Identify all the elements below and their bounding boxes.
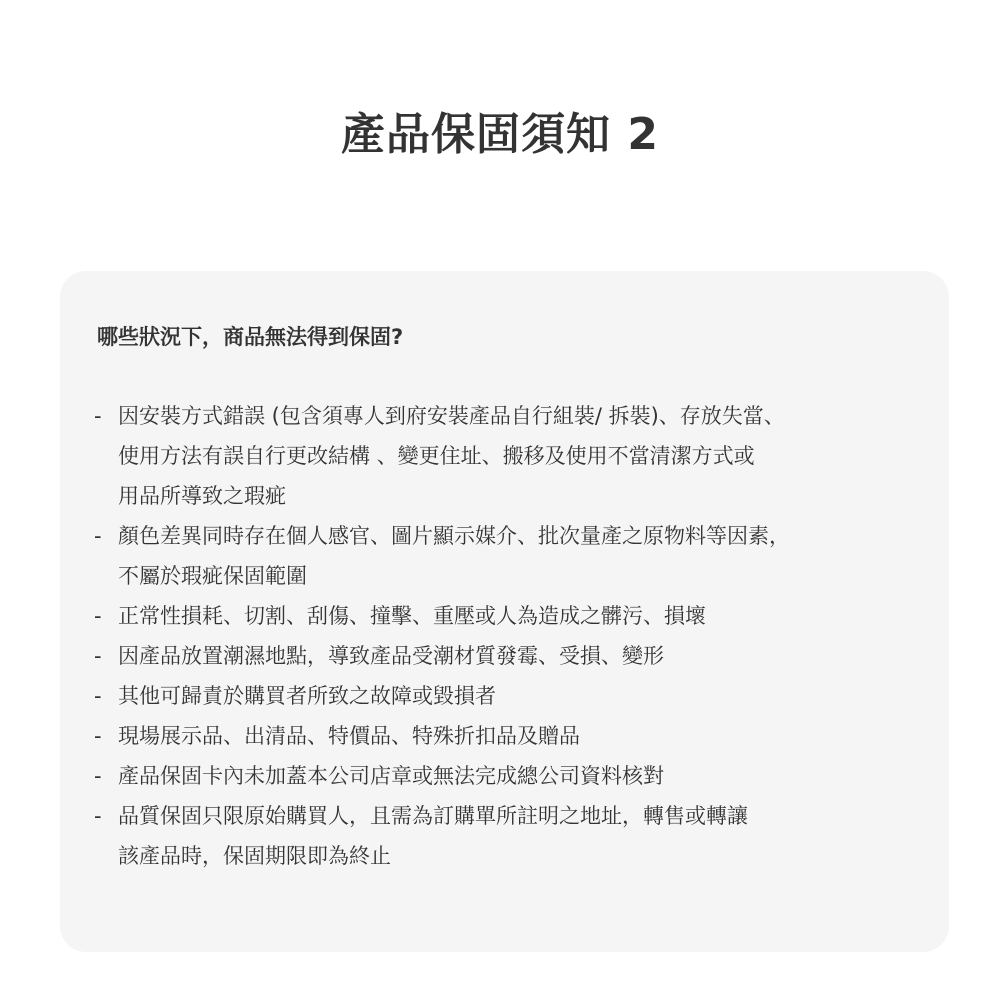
list-item-line: 現場展示品、出清品、特價品、特殊折扣品及贈品 <box>118 724 580 748</box>
list-item-line: 用品所導致之瑕疵 <box>118 484 286 508</box>
list-item <box>94 636 914 676</box>
list-item-text <box>118 596 914 636</box>
list-item-line: 正常性損耗、切割、刮傷、撞擊、重壓或人為造成之髒污、損壞 <box>118 604 706 628</box>
list-item-line: 產品保固卡內未加蓋本公司店章或無法完成總公司資料核對 <box>118 764 664 788</box>
list-item <box>94 596 914 636</box>
section-heading: 哪些狀況下，商品無法得到保固? <box>97 325 404 349</box>
list-item-line: 顏色差異同時存在個人感官、圖片顯示媒介、批次量產之原物料等因素， <box>118 524 790 548</box>
list-item-text <box>118 516 914 596</box>
list-item-line: 不屬於瑕疵保固範圍 <box>118 564 307 588</box>
list-item <box>94 516 914 596</box>
bullet-dash: - <box>94 684 102 708</box>
bullet-dash: - <box>94 764 102 788</box>
page-title: 產品保固須知 2 <box>341 109 659 160</box>
list-item-text <box>118 396 914 516</box>
list-item-text <box>118 756 914 796</box>
list-item <box>94 756 914 796</box>
list-item-line: 該產品時，保固期限即為終止 <box>118 844 391 868</box>
list-item-line: 因產品放置潮濕地點，導致產品受潮材質發霉、受損、變形 <box>118 644 664 668</box>
bullet-dash: - <box>94 644 102 668</box>
list-item-text <box>118 676 914 716</box>
list-item <box>94 396 914 516</box>
list-item-line: 其他可歸責於購買者所致之故障或毀損者 <box>118 684 496 708</box>
bullet-dash: - <box>94 724 102 748</box>
exclusion-list <box>94 396 914 876</box>
list-item <box>94 716 914 756</box>
list-item-line: 因安裝方式錯誤 (包含須專人到府安裝產品自行組裝/ 拆裝)、存放失當、 <box>118 404 785 428</box>
list-item-text <box>118 636 914 676</box>
bullet-dash: - <box>94 524 102 548</box>
bullet-dash: - <box>94 804 102 828</box>
list-item <box>94 796 914 876</box>
list-item-text <box>118 716 914 756</box>
list-item-line: 使用方法有誤自行更改結構 、變更住址、搬移及使用不當清潔方式或 <box>118 444 755 468</box>
bullet-dash: - <box>94 404 102 428</box>
list-item-line: 品質保固只限原始購買人，且需為訂購單所註明之地址，轉售或轉讓 <box>118 804 748 828</box>
list-item-text <box>118 796 914 876</box>
list-item <box>94 676 914 716</box>
bullet-dash: - <box>94 604 102 628</box>
